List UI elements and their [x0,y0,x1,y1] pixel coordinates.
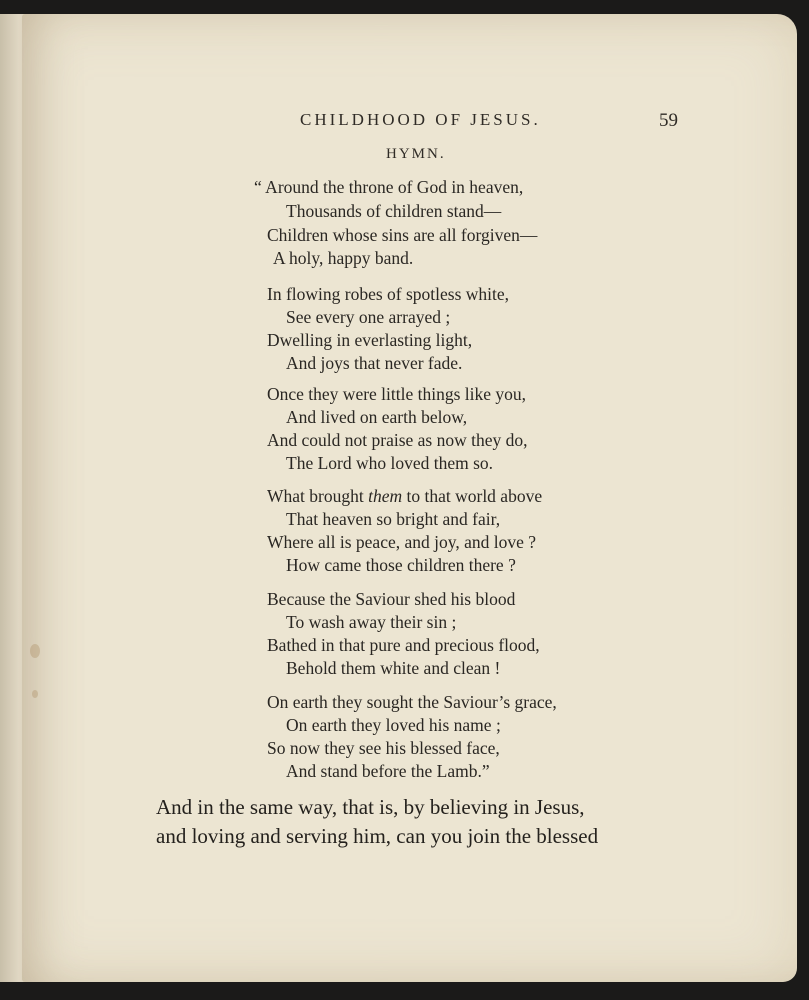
verse-line: Thousands of children stand— [286,201,502,221]
verse-line: Because the Saviour shed his blood [267,589,516,609]
verse-line: To wash away their sin ; [286,612,457,632]
body-text-line: And in the same way, that is, by believing in Jesus, [156,795,585,819]
verse-line: Behold them white and clean ! [286,658,501,678]
verse-line: Dwelling in everlasting light, [267,330,473,350]
verse-line: And joys that never fade. [286,353,463,373]
page-stain [32,690,38,698]
verse-line: On earth they loved his name ; [286,715,501,735]
page-number: 59 [659,110,678,131]
hymn-heading: HYMN. [386,146,446,162]
running-title: CHILDHOOD OF JESUS. [300,110,541,129]
verse-line: Bathed in that pure and precious flood, [267,635,540,655]
verse-line: In flowing robes of spotless white, [267,284,510,304]
verse-line: See every one arrayed ; [286,307,451,327]
verse-line: That heaven so bright and fair, [286,509,501,529]
italic-word: them [368,486,403,506]
verse-line: On earth they sought the Saviour’s grace, [267,692,557,712]
verse-fragment: What brought [267,486,364,506]
verse-line: Children whose sins are all forgiven— [267,225,538,245]
verse-fragment: to that world above [406,486,543,506]
verse-line: And lived on earth below, [286,407,468,427]
verse-line [267,486,542,506]
verse-line: And stand before the Lamb.” [286,761,490,781]
verse-line: So now they see his blessed face, [267,738,500,758]
verse-line: And could not praise as now they do, [267,430,528,450]
verse-line: How came those children there ? [286,555,516,575]
body-text-line: and loving and serving him, can you join the blessed [156,824,599,848]
verse-line: Where all is peace, and joy, and love ? [267,532,537,552]
verse-line: A holy, happy band. [273,248,414,268]
page-stain [30,644,40,658]
verse-line: “ Around the throne of God in heaven, [254,177,524,197]
verse-line: Once they were little things like you, [267,384,527,404]
verse-line: The Lord who loved them so. [286,453,494,473]
